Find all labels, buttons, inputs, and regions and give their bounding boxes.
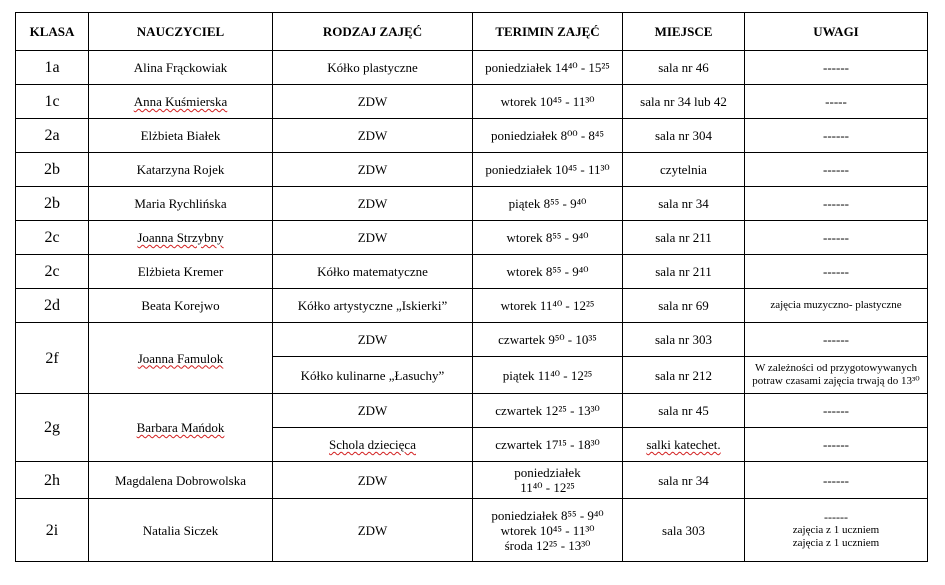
cell-nauczyciel xyxy=(89,394,273,462)
cell-uwagi xyxy=(745,499,928,562)
cell-termin: czwartek 12²⁵ - 13³⁰ xyxy=(473,394,623,428)
cell-termin xyxy=(473,499,623,562)
uwagi-line: W zależności od przygotowywanych xyxy=(755,362,917,374)
table-row xyxy=(16,153,928,187)
cell-klasa: 2b xyxy=(16,153,89,187)
cell-termin: wtorek 8⁵⁵ - 9⁴⁰ xyxy=(473,221,623,255)
schedule-table xyxy=(15,12,928,562)
cell-rodzaj: ZDW xyxy=(273,323,473,357)
table-row xyxy=(16,499,928,562)
cell-klasa: 2c xyxy=(16,255,89,289)
cell-termin: czwartek 17¹⁵ - 18³⁰ xyxy=(473,428,623,462)
uwagi-line: zajęcia z 1 uczniem xyxy=(792,536,880,549)
cell-termin: wtorek 8⁵⁵ - 9⁴⁰ xyxy=(473,255,623,289)
table-row xyxy=(16,51,928,85)
table-row xyxy=(16,323,928,357)
cell-termin: poniedziałek 14⁴⁰ - 15²⁵ xyxy=(473,51,623,85)
header-uwagi: UWAGI xyxy=(745,13,928,51)
table-row xyxy=(16,187,928,221)
cell-nauczyciel xyxy=(89,323,273,394)
cell-termin: wtorek 11⁴⁰ - 12²⁵ xyxy=(473,289,623,323)
cell-miejsce: sala nr 34 xyxy=(623,462,745,499)
cell-miejsce xyxy=(623,428,745,462)
cell-rodzaj: ZDW xyxy=(273,187,473,221)
cell-nauczyciel: Magdalena Dobrowolska xyxy=(89,462,273,499)
cell-miejsce: sala nr 303 xyxy=(623,323,745,357)
header-row xyxy=(16,13,928,51)
cell-miejsce: sala nr 46 xyxy=(623,51,745,85)
cell-klasa: 2h xyxy=(16,462,89,499)
cell-klasa: 2i xyxy=(16,499,89,562)
termin-line: środa 12²⁵ - 13³⁰ xyxy=(504,537,591,553)
header-klasa: KLASA xyxy=(16,13,89,51)
cell-miejsce: sala nr 45 xyxy=(623,394,745,428)
cell-uwagi: ------ xyxy=(745,119,928,153)
cell-klasa: 1a xyxy=(16,51,89,85)
table-row xyxy=(16,119,928,153)
table-row xyxy=(16,394,928,428)
table-row xyxy=(16,462,928,499)
table-row xyxy=(16,85,928,119)
cell-nauczyciel: Elżbieta Białek xyxy=(89,119,273,153)
uwagi-line: zajęcia z 1 uczniem xyxy=(792,523,880,536)
cell-miejsce: sala nr 211 xyxy=(623,221,745,255)
cell-rodzaj: Kółko matematyczne xyxy=(273,255,473,289)
cell-rodzaj: Kółko plastyczne xyxy=(273,51,473,85)
termin-line: 11⁴⁰ - 12²⁵ xyxy=(520,480,575,495)
cell-nauczyciel xyxy=(89,221,273,255)
cell-rodzaj: ZDW xyxy=(273,394,473,428)
cell-klasa: 2f xyxy=(16,323,89,394)
teacher-name: Joanna Famulok xyxy=(137,350,224,366)
cell-termin: poniedziałek 8⁰⁰ - 8⁴⁵ xyxy=(473,119,623,153)
table-row xyxy=(16,221,928,255)
cell-nauczyciel: Beata Korejwo xyxy=(89,289,273,323)
cell-uwagi: ----- xyxy=(745,85,928,119)
cell-nauczyciel: Elżbieta Kremer xyxy=(89,255,273,289)
cell-rodzaj: ZDW xyxy=(273,119,473,153)
header-miejsce: MIEJSCE xyxy=(623,13,745,51)
cell-miejsce: sala nr 34 xyxy=(623,187,745,221)
cell-klasa: 2g xyxy=(16,394,89,462)
cell-termin: czwartek 9⁵⁰ - 10³⁵ xyxy=(473,323,623,357)
cell-termin: wtorek 10⁴⁵ - 11³⁰ xyxy=(473,85,623,119)
cell-uwagi xyxy=(745,357,928,394)
header-nauczyciel: NAUCZYCIEL xyxy=(89,13,273,51)
cell-uwagi: ------ xyxy=(745,153,928,187)
cell-rodzaj: Kółko artystyczne „Iskierki” xyxy=(273,289,473,323)
teacher-name: Joanna Strzybny xyxy=(137,230,224,245)
cell-klasa: 1c xyxy=(16,85,89,119)
cell-nauczyciel: Natalia Siczek xyxy=(89,499,273,562)
table-row xyxy=(16,255,928,289)
termin-line: wtorek 10⁴⁵ - 11³⁰ xyxy=(500,522,595,538)
cell-termin xyxy=(473,462,623,499)
cell-uwagi: zajęcia muzyczno- plastyczne xyxy=(745,289,928,323)
cell-nauczyciel: Maria Rychlińska xyxy=(89,187,273,221)
activity-name: Schola dziecięca xyxy=(329,437,416,452)
cell-rodzaj: Kółko kulinarne „Łasuchy” xyxy=(273,357,473,394)
cell-klasa: 2d xyxy=(16,289,89,323)
cell-rodzaj: ZDW xyxy=(273,153,473,187)
uwagi-line: potraw czasami zajęcia trwają do 13³⁰ xyxy=(752,375,920,387)
termin-line: poniedziałek 8⁵⁵ - 9⁴⁰ xyxy=(491,507,604,523)
cell-rodzaj: ZDW xyxy=(273,85,473,119)
cell-uwagi: ------ xyxy=(745,221,928,255)
cell-termin: piątek 8⁵⁵ - 9⁴⁰ xyxy=(473,187,623,221)
cell-uwagi: ------ xyxy=(745,428,928,462)
cell-rodzaj: ZDW xyxy=(273,221,473,255)
termin-line: poniedziałek xyxy=(514,465,581,480)
header-rodzaj-zajec: RODZAJ ZAJĘĆ xyxy=(273,13,473,51)
teacher-name: Barbara Mańdok xyxy=(136,420,225,435)
cell-miejsce: sala nr 304 xyxy=(623,119,745,153)
header-termin-zajec: TERIMIN ZAJĘĆ xyxy=(473,13,623,51)
cell-miejsce: czytelnia xyxy=(623,153,745,187)
cell-uwagi: ------ xyxy=(745,323,928,357)
cell-termin: piątek 11⁴⁰ - 12²⁵ xyxy=(473,357,623,394)
cell-nauczyciel xyxy=(89,85,273,119)
cell-klasa: 2a xyxy=(16,119,89,153)
cell-uwagi: ------ xyxy=(745,255,928,289)
cell-termin: poniedziałek 10⁴⁵ - 11³⁰ xyxy=(473,153,623,187)
place-name: salki katechet. xyxy=(646,437,721,452)
teacher-name: Anna Kuśmierska xyxy=(133,94,228,109)
cell-uwagi: ------ xyxy=(745,394,928,428)
cell-uwagi: ------ xyxy=(745,187,928,221)
table-row xyxy=(16,289,928,323)
cell-miejsce: sala nr 69 xyxy=(623,289,745,323)
cell-uwagi: ------ xyxy=(745,462,928,499)
cell-miejsce: sala 303 xyxy=(623,499,745,562)
cell-miejsce: sala nr 212 xyxy=(623,357,745,394)
cell-rodzaj: ZDW xyxy=(273,499,473,562)
cell-uwagi: ------ xyxy=(745,51,928,85)
cell-nauczyciel: Katarzyna Rojek xyxy=(89,153,273,187)
cell-rodzaj: ZDW xyxy=(273,462,473,499)
cell-nauczyciel: Alina Frąckowiak xyxy=(89,51,273,85)
cell-klasa: 2b xyxy=(16,187,89,221)
cell-klasa: 2c xyxy=(16,221,89,255)
cell-miejsce: sala nr 34 lub 42 xyxy=(623,85,745,119)
cell-rodzaj xyxy=(273,428,473,462)
uwagi-line: ------ xyxy=(824,509,848,524)
cell-miejsce: sala nr 211 xyxy=(623,255,745,289)
